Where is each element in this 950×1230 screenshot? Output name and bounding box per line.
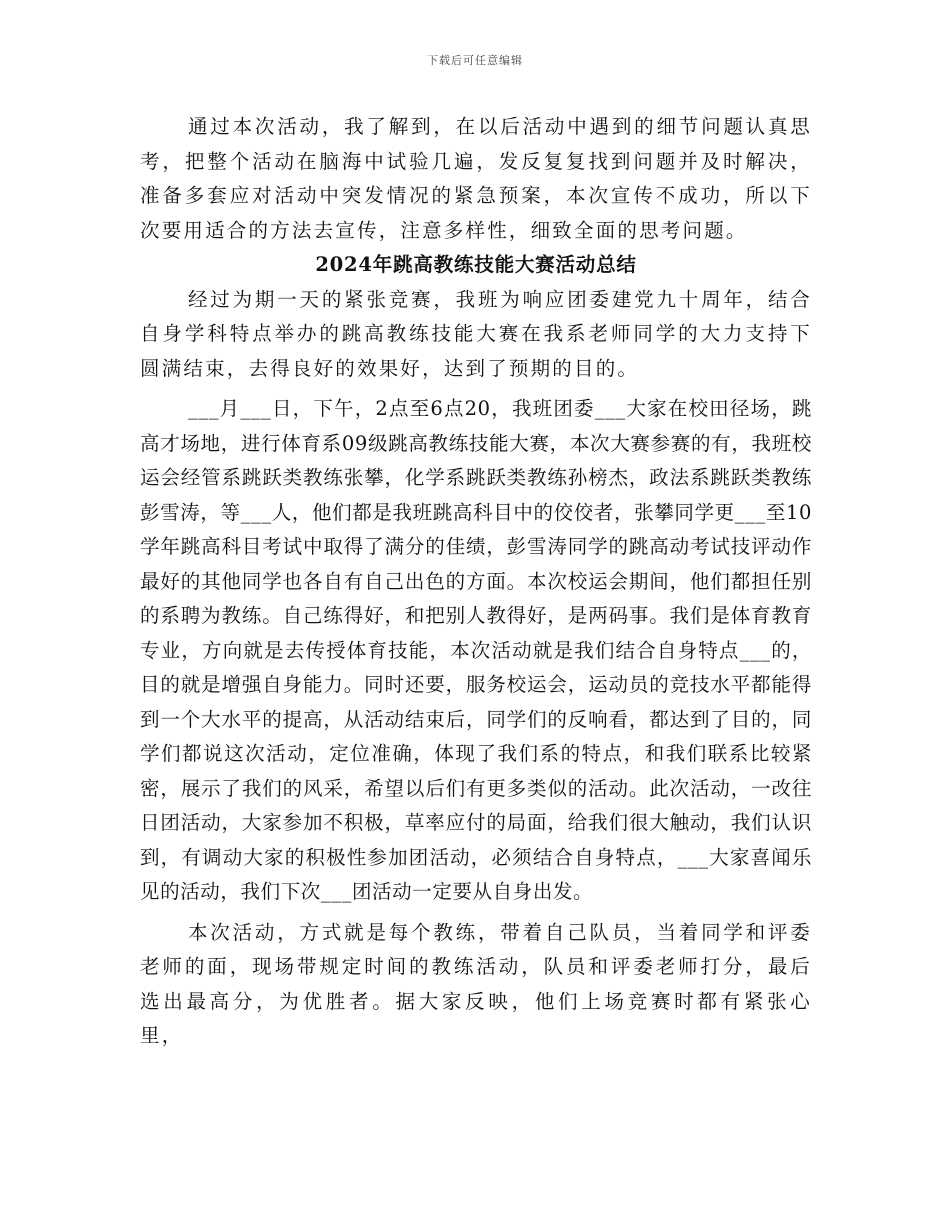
paragraph-1: 经过为期一天的紧张竞赛，我班为响应团委建党九十周年，结合自身学科特点举办的跳高教练技能大赛在我系老师同学的大力支持下圆满结束，去得良好的效果好，达到了预期的目的。: [140, 287, 812, 380]
section-title: 2024年跳高教练技能大赛活动总结: [315, 253, 637, 276]
paragraph-3: 本次活动，方式就是每个教练，带着自己队员，当着同学和评委老师的面，现场带规定时间的教练活动，队员和评委老师打分，最后选出最高分，为优胜者。据大家反映，他们上场竞赛时都有紧张心里，: [140, 920, 812, 1047]
page-header-note: 下载后可任意编辑: [427, 54, 523, 67]
document-body: [140, 110, 812, 1054]
paragraph-2: ___月___日，下午，2点至6点20，我班团委___大家在校田径场，跳高才场地，进行体育系09级跳高教练技能大赛，本次大赛参赛的有，我班校运会经管系跳跃类教练张攀，化学系跳跃类教练孙榜杰，政法系跳跃类教练彭雪涛，等___人，他们都是我班跳高科目中的佼佼者，张攀同学更___至10学年跳高科目考试中取得了满分的佳绩，彭雪涛同学的跳高动考试技评动作最好的其他同学也各自有自己出色的方面。本次校运会期间，他们都担任别的系聘为教练。自己练得好，和把别人教得好，是两码事。我们是体育教育专业，方向就是去传授体育技能，本次活动就是我们结合自身特点___的，目的就是增强自身能力。同时还要，服务校运会，运动员的竞技水平都能得到一个大水平的提高，从活动结束后，同学们的反响看，都达到了目的，同学们都说这次活动，定位准确，体现了我们系的特点，和我们联系比较紧密，展示了我们的风采，希望以后们有更多类似的活动。此次活动，一改往日团活动，大家参加不积极，草率应付的局面，给我们很大触动，我们认识到，有调动大家的积极性参加团活动，必须结合自身特点，___大家喜闻乐见的活动，我们下次___团活动一定要从自身出发。: [140, 397, 812, 903]
intro-paragraph: 通过本次活动，我了解到，在以后活动中遇到的细节问题认真思考，把整个活动在脑海中试验几遍，发反复复找到问题并及时解决，准备多套应对活动中突发情况的紧急预案，本次宣传不成功，所以下次要用适合的方法去宣传，注意多样性，细致全面的思考问题。: [140, 115, 812, 242]
